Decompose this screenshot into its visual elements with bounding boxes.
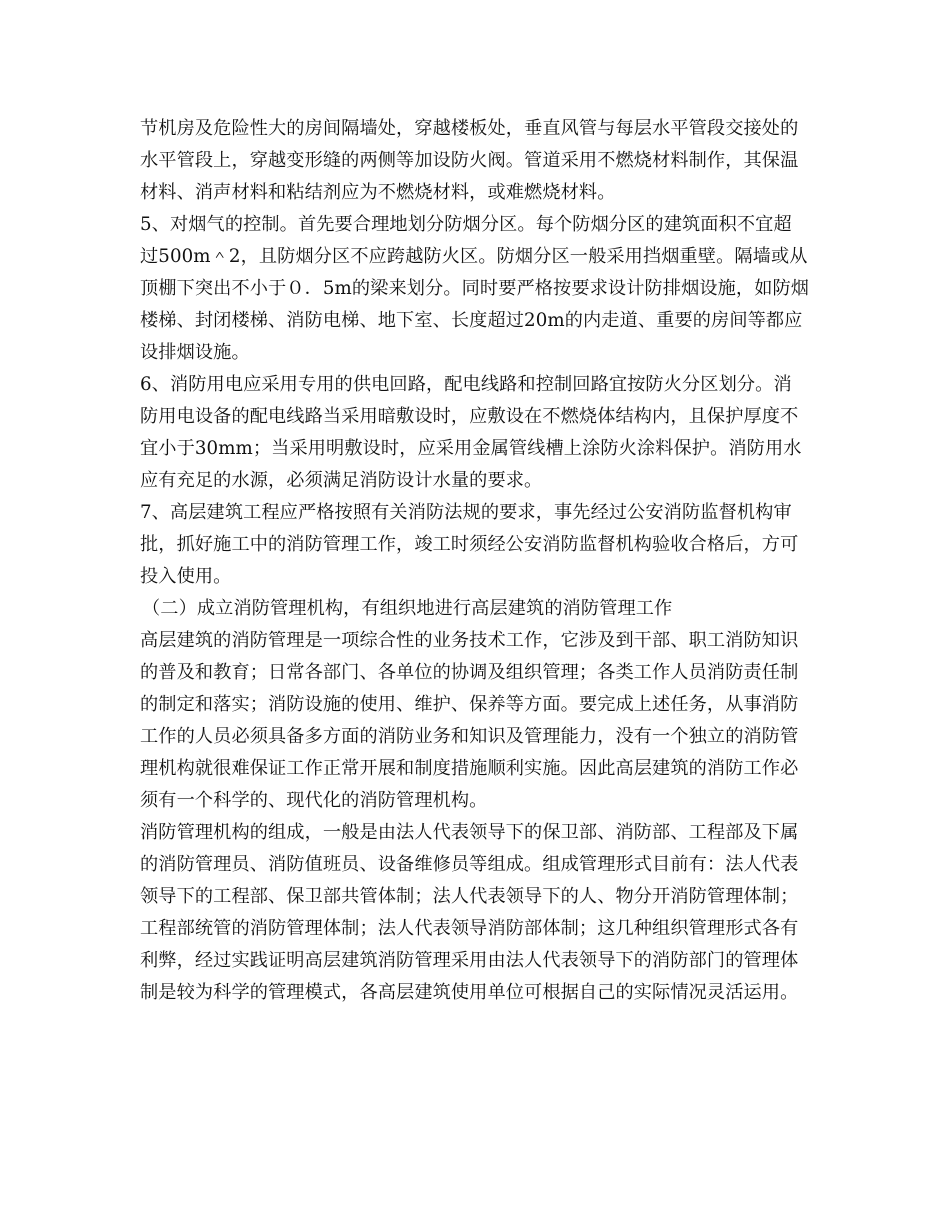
text-line: 的普及和教育；日常各部门、各单位的协调及组织管理；各类工作人员消防责任制 <box>140 662 799 683</box>
text-line: 宜小于30mm；当采用明敷设时，应采用金属管线槽上涂防火涂料保护。消防用水 <box>140 438 802 459</box>
text-line: 批，抓好施工中的消防管理工作，竣工时须经公安消防监督机构验收合格后，方可 <box>140 534 799 555</box>
text-line: 利弊，经过实践证明高层建筑消防管理采用由法人代表领导下的消防部门的管理体 <box>140 950 799 971</box>
text-line: 消防管理机构的组成，一般是由法人代表领导下的保卫部、消防部、工程部及下属 <box>140 822 799 843</box>
text-line: 理机构就很难保证工作正常开展和制度措施顺利实施。因此高层建筑的消防工作必 <box>140 758 799 779</box>
text-line: 过500m＾2，且防烟分区不应跨越防火区。防烟分区一般采用挡烟重壁。隔墙或从 <box>140 246 808 267</box>
text-line: 节机房及危险性大的房间隔墙处，穿越楼板处，垂直风管与每层水平管段交接处的 <box>140 118 799 139</box>
text-line: 楼梯、封闭楼梯、消防电梯、地下室、长度超过20m的内走道、重要的房间等都应 <box>140 310 803 331</box>
text-line: 7、高层建筑工程应严格按照有关消防法规的要求，事先经过公安消防监督机构审 <box>140 502 792 523</box>
text-line: 顶棚下突出不小于０．5m的梁来划分。同时要严格按要求设计防排烟设施，如防烟 <box>140 278 810 299</box>
text-line: 工程部统管的消防管理体制；法人代表领导消防部体制；这几种组织管理形式各有 <box>140 918 799 939</box>
text-line: 防用电设备的配电线路当采用暗敷设时，应敷设在不燃烧体结构内，且保护厚度不 <box>140 406 799 427</box>
text-line: 应有充足的水源，必须满足消防设计水量的要求。 <box>140 470 543 491</box>
text-line: 须有一个科学的、现代化的消防管理机构。 <box>140 790 488 811</box>
text-line: 材料、消声材料和粘结剂应为不燃烧材料，或难燃烧材料。 <box>140 182 616 203</box>
section-heading: （二）成立消防管理机构，有组织地进行高层建筑的消防管理工作 <box>142 598 673 619</box>
text-line: 领导下的工程部、保卫部共管体制；法人代表领导下的人、物分开消防管理体制； <box>140 886 799 907</box>
text-line: 设排烟设施。 <box>140 342 250 363</box>
text-line: 的消防管理员、消防值班员、设备维修员等组成。组成管理形式目前有：法人代表 <box>140 854 799 875</box>
text-line: 5、对烟气的控制。首先要合理地划分防烟分区。每个防烟分区的建筑面积不宜超 <box>140 214 792 235</box>
text-line: 高层建筑的消防管理是一项综合性的业务技术工作，它涉及到干部、职工消防知识 <box>140 630 799 651</box>
text-line: 6、消防用电应采用专用的供电回路，配电线路和控制回路宜按防火分区划分。消 <box>140 374 792 395</box>
text-line: 投入使用。 <box>140 566 232 587</box>
text-line: 制是较为科学的管理模式，各高层建筑使用单位可根据自己的实际情况灵活运用。 <box>140 982 799 1003</box>
text-line: 工作的人员必须具备多方面的消防业务和知识及管理能力，没有一个独立的消防管 <box>140 726 799 747</box>
document-body <box>140 113 820 1009</box>
text-line: 的制定和落实；消防设施的使用、维护、保养等方面。要完成上述任务，从事消防 <box>140 694 799 715</box>
text-line: 水平管段上，穿越变形缝的两侧等加设防火阀。管道采用不燃烧材料制作，其保温 <box>140 150 799 171</box>
